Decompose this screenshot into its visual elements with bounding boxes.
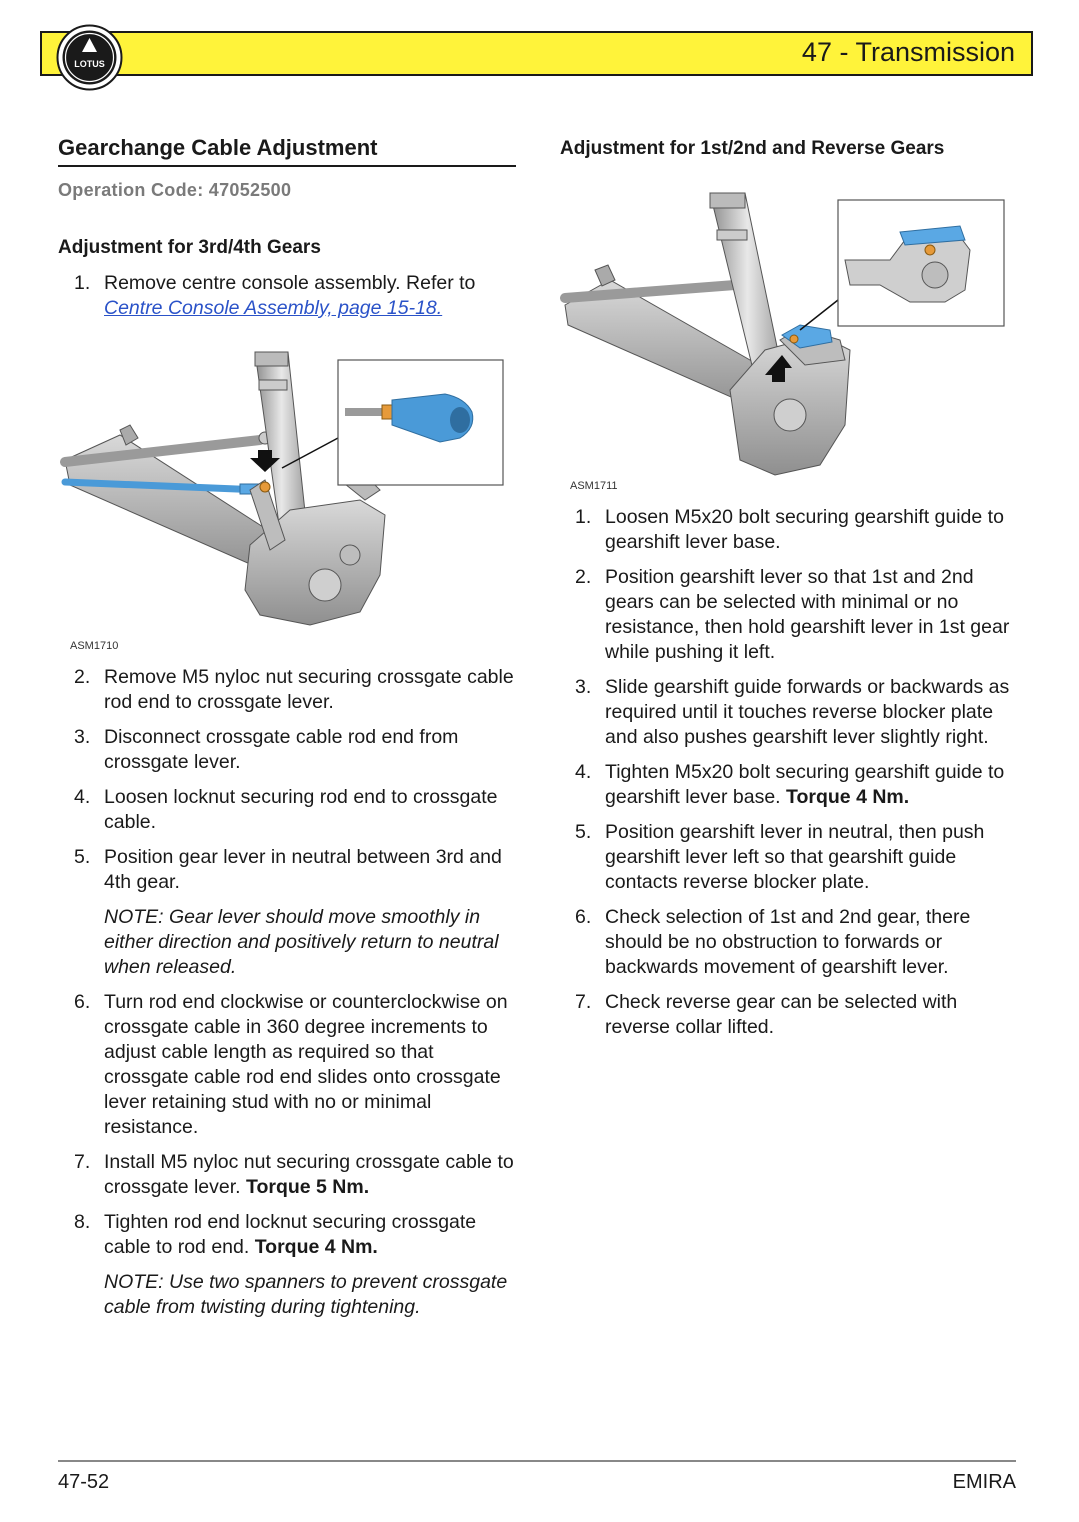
torque-value: Torque 4 Nm.	[786, 786, 910, 808]
step-number: 1.	[575, 506, 592, 528]
step-list-right	[559, 505, 1024, 1050]
list-item	[58, 665, 523, 715]
step-text: Position gearshift lever so that 1st and 2nd gears can be selected with minimal or no resistance, then hold gearshift lever in 1st gear while pushing it left.	[605, 566, 1010, 663]
step-text: Disconnect crossgate cable rod end from crossgate lever.	[104, 726, 459, 773]
list-item	[58, 271, 520, 321]
sub-heading-1st-2nd-reverse: Adjustment for 1st/2nd and Reverse Gears	[560, 138, 945, 159]
gearshift-guide-illustration	[560, 190, 1010, 495]
step-text: Tighten rod end locknut securing crossgate cable to rod end.	[104, 1211, 477, 1258]
step-list-top	[58, 271, 520, 331]
list-item	[58, 1150, 523, 1200]
list-item	[58, 725, 523, 775]
step-number: 2.	[74, 666, 91, 688]
step-number: 7.	[575, 991, 592, 1013]
step-text: Tighten M5x20 bolt securing gearshift guide to gearshift lever base.	[605, 761, 1005, 808]
figure-label: ASM1711	[570, 480, 618, 492]
list-item	[559, 675, 1024, 750]
step-text: Turn rod end clockwise or counterclockwise on crossgate cable in 360 degree increments to adjust cable length as required so that crossgate cable rod end slides onto crossgate lever retaining stud with no or minimal resistance.	[104, 991, 508, 1138]
step-number: 5.	[575, 821, 592, 843]
step-text: Install M5 nyloc nut securing crossgate cable to crossgate lever.	[104, 1151, 514, 1198]
figure-asm1710	[60, 350, 510, 650]
step-text: Slide gearshift guide forwards or backwards as required until it touches reverse blocker plate and also pushes gearshift lever slightly right.	[605, 676, 1010, 748]
page-number: 47-52	[58, 1471, 110, 1493]
step-number: 8.	[74, 1211, 91, 1233]
section-title: Gearchange Cable Adjustment	[58, 135, 378, 160]
figure-label: ASM1710	[70, 640, 119, 652]
list-item	[58, 845, 523, 980]
step-number: 1.	[74, 272, 91, 294]
torque-value: Torque 4 Nm.	[254, 1236, 378, 1258]
note-text: NOTE: Use two spanners to prevent crossgate cable from twisting during tightening.	[104, 1271, 508, 1318]
step-text: Check selection of 1st and 2nd gear, there should be no obstruction to forwards or backwards movement of gearshift lever.	[605, 906, 971, 978]
list-item	[559, 505, 1024, 555]
step-number: 4.	[575, 761, 592, 783]
cross-reference-link[interactable]: Centre Console Assembly, page 15-18.	[104, 297, 443, 319]
chapter-header-band	[40, 31, 1033, 76]
note-text: NOTE: Gear lever should move smoothly in either direction and positively return to neutral when released.	[104, 906, 499, 978]
list-item	[559, 760, 1024, 810]
list-item	[58, 1210, 523, 1320]
step-text: Loosen locknut securing rod end to crossgate cable.	[104, 786, 498, 833]
step-number: 4.	[74, 786, 91, 808]
list-item	[58, 990, 523, 1140]
step-number: 2.	[575, 566, 592, 588]
step-number: 6.	[74, 991, 91, 1013]
lotus-logo	[56, 24, 123, 91]
step-text: Remove centre console assembly. Refer to	[104, 272, 476, 294]
step-text: Position gearshift lever in neutral, then push gearshift lever left so that gearshift guide contacts reverse blocker plate.	[605, 821, 985, 893]
step-text: Remove M5 nyloc nut securing crossgate cable rod end to crossgate lever.	[104, 666, 514, 713]
step-number: 5.	[74, 846, 91, 868]
torque-value: Torque 5 Nm.	[245, 1176, 370, 1198]
operation-code: Operation Code: 47052500	[58, 180, 292, 200]
logo-text: LOTUS	[74, 59, 105, 69]
model-name: EMIRA	[952, 1471, 1016, 1493]
footer-rule	[58, 1460, 1016, 1462]
figure-asm1711	[560, 190, 1010, 495]
list-item	[559, 565, 1024, 665]
gear-lever-crossgate-illustration	[60, 350, 510, 650]
section-rule	[58, 165, 516, 167]
step-number: 3.	[575, 676, 592, 698]
list-item	[559, 820, 1024, 895]
list-item	[559, 990, 1024, 1040]
list-item	[559, 905, 1024, 980]
step-number: 7.	[74, 1151, 91, 1173]
step-text: Check reverse gear can be selected with reverse collar lifted.	[605, 991, 958, 1038]
list-item	[58, 785, 523, 835]
step-text: Loosen M5x20 bolt securing gearshift guide to gearshift lever base.	[605, 506, 1004, 553]
sub-heading-3rd-4th: Adjustment for 3rd/4th Gears	[58, 237, 321, 258]
step-number: 3.	[74, 726, 91, 748]
step-number: 6.	[575, 906, 592, 928]
chapter-title: 47 - Transmission	[801, 37, 1015, 67]
step-text: Position gear lever in neutral between 3rd and 4th gear.	[104, 846, 502, 893]
step-list-left	[58, 665, 523, 1330]
